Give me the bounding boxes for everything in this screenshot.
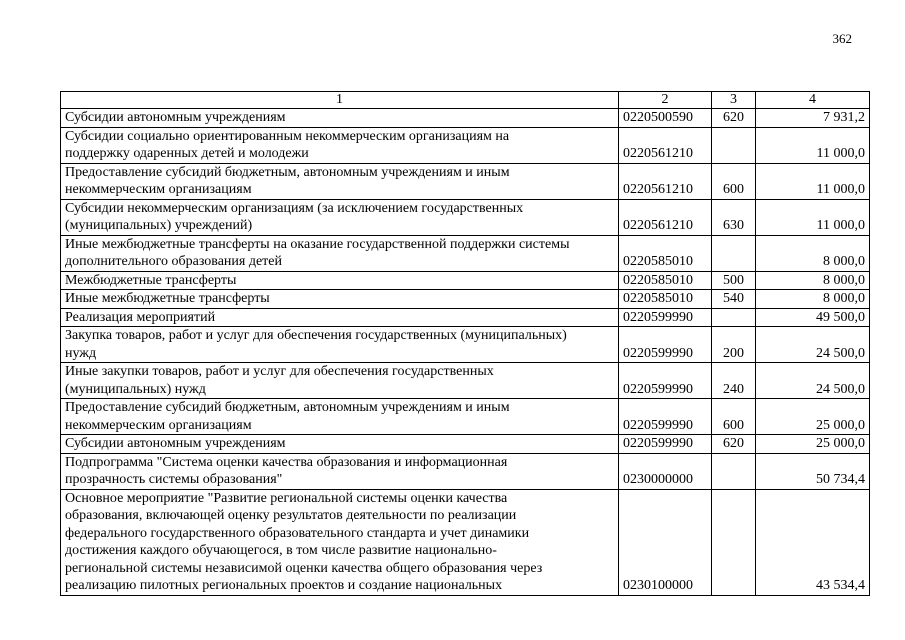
row-sum-cell: 8 000,0 (756, 290, 870, 309)
row-code-cell: 0220599990 (619, 327, 712, 363)
row-name-cell (61, 163, 619, 199)
row-kind-cell: 240 (712, 363, 756, 399)
row-kind-cell: 200 (712, 327, 756, 363)
budget-table (60, 91, 870, 596)
row-kind-cell (712, 127, 756, 163)
row-name-line: Субсидии некоммерческим организациям (за исключением государственных (65, 200, 524, 216)
row-code-cell: 0220599990 (619, 363, 712, 399)
table-row (61, 271, 870, 290)
row-name-cell (61, 489, 619, 595)
page-number: 362 (832, 31, 852, 46)
row-name-cell (61, 363, 619, 399)
table-row (61, 290, 870, 309)
header-cell-kind: 3 (712, 92, 756, 109)
header-cell-code: 2 (619, 92, 712, 109)
row-name-line: Подпрограмма "Система оценки качества образования и информационная (65, 454, 508, 470)
table-row (61, 435, 870, 454)
row-name-cell (61, 290, 619, 309)
row-sum-cell: 7 931,2 (756, 109, 870, 128)
row-name-line: прозрачность системы образования" (65, 472, 283, 487)
row-name-line: региональной системы независимой оценки качества общего образования через (65, 560, 543, 576)
row-name-cell (61, 435, 619, 454)
row-name-line: нужд (65, 345, 97, 361)
row-sum-cell: 11 000,0 (756, 199, 870, 235)
row-code-cell: 0220561210 (619, 163, 712, 199)
table-row (61, 453, 870, 489)
row-name-cell (61, 235, 619, 271)
row-sum-cell: 8 000,0 (756, 235, 870, 271)
row-kind-cell (712, 235, 756, 271)
row-name-line: Иные закупки товаров, работ и услуг для обеспечения государственных (65, 364, 494, 379)
row-code-cell: 0220561210 (619, 199, 712, 235)
row-code-cell: 0220585010 (619, 290, 712, 309)
row-name-line: (муниципальных) учреждений) (65, 218, 253, 233)
row-name-line: Реализация мероприятий (65, 309, 216, 325)
table-row (61, 363, 870, 399)
row-sum-cell: 43 534,4 (756, 489, 870, 595)
row-code-cell: 0220561210 (619, 127, 712, 163)
row-sum-cell: 25 000,0 (756, 399, 870, 435)
row-kind-cell: 600 (712, 399, 756, 435)
row-code-cell: 0220599990 (619, 435, 712, 454)
header-cell-sum: 4 (756, 92, 870, 109)
row-name-line: дополнительного образования детей (65, 254, 282, 269)
row-name-cell (61, 327, 619, 363)
row-code-cell: 0220585010 (619, 271, 712, 290)
row-code-cell: 0220500590 (619, 109, 712, 128)
row-kind-cell (712, 489, 756, 595)
table-row (61, 489, 870, 595)
row-name-line: Иные межбюджетные трансферты (65, 291, 270, 306)
table-row (61, 127, 870, 163)
row-name-line: Субсидии социально ориентированным некоммерческим организациям на (65, 128, 510, 144)
row-name-line: федерального государственного образовательного стандарта и учет динамики (65, 525, 530, 541)
row-kind-cell: 630 (712, 199, 756, 235)
row-code-cell: 0230000000 (619, 453, 712, 489)
table-row (61, 235, 870, 271)
row-name-line: Иные межбюджетные трансферты на оказание государственной поддержки системы (65, 236, 570, 252)
row-name-line: некоммерческим организациям (65, 182, 252, 197)
row-name-cell (61, 453, 619, 489)
table-row (61, 327, 870, 363)
row-name-cell (61, 399, 619, 435)
row-name-cell (61, 308, 619, 327)
row-sum-cell: 8 000,0 (756, 271, 870, 290)
row-name-line: (муниципальных) нужд (65, 381, 206, 397)
row-name-line: Предоставление субсидий бюджетным, автономным учреждениям и иным (65, 164, 510, 180)
row-kind-cell: 500 (712, 271, 756, 290)
row-kind-cell: 540 (712, 290, 756, 309)
table-row (61, 308, 870, 327)
row-name-line: Межбюджетные трансферты (65, 272, 237, 288)
row-name-line: реализацию пилотных региональных проектов и создание национальных (65, 578, 503, 593)
row-name-line: поддержку одаренных детей и молодежи (65, 146, 309, 161)
budget-table-body (61, 92, 870, 596)
row-sum-cell: 24 500,0 (756, 363, 870, 399)
table-header-row (61, 92, 870, 109)
row-name-line: Субсидии автономным учреждениям (65, 436, 286, 451)
row-sum-cell: 11 000,0 (756, 127, 870, 163)
row-name-line: Основное мероприятие "Развитие региональной системы оценки качества (65, 490, 508, 506)
row-name-cell (61, 271, 619, 290)
row-name-cell (61, 199, 619, 235)
row-sum-cell: 49 500,0 (756, 308, 870, 327)
row-name-cell (61, 127, 619, 163)
table-row (61, 163, 870, 199)
row-name-line: Закупка товаров, работ и услуг для обеспечения государственных (муниципальных) (65, 328, 567, 343)
row-name-cell (61, 109, 619, 128)
row-kind-cell (712, 308, 756, 327)
row-sum-cell: 50 734,4 (756, 453, 870, 489)
row-kind-cell: 620 (712, 109, 756, 128)
row-sum-cell: 11 000,0 (756, 163, 870, 199)
row-kind-cell: 620 (712, 435, 756, 454)
row-name-line: Субсидии автономным учреждениям (65, 110, 286, 125)
row-code-cell: 0220585010 (619, 235, 712, 271)
row-code-cell: 0220599990 (619, 308, 712, 327)
row-sum-cell: 24 500,0 (756, 327, 870, 363)
table-row (61, 399, 870, 435)
row-name-line: Предоставление субсидий бюджетным, автономным учреждениям и иным (65, 400, 510, 415)
table-row (61, 199, 870, 235)
row-name-line: образования, включающей оценку результатов деятельности по реализации (65, 508, 517, 523)
row-code-cell: 0230100000 (619, 489, 712, 595)
table-row (61, 109, 870, 128)
header-cell-name: 1 (61, 92, 619, 109)
row-kind-cell (712, 453, 756, 489)
row-sum-cell: 25 000,0 (756, 435, 870, 454)
row-code-cell: 0220599990 (619, 399, 712, 435)
row-name-line: достижения каждого обучающегося, в том числе развитие национально- (65, 543, 497, 558)
row-kind-cell: 600 (712, 163, 756, 199)
row-name-line: некоммерческим организациям (65, 417, 252, 433)
